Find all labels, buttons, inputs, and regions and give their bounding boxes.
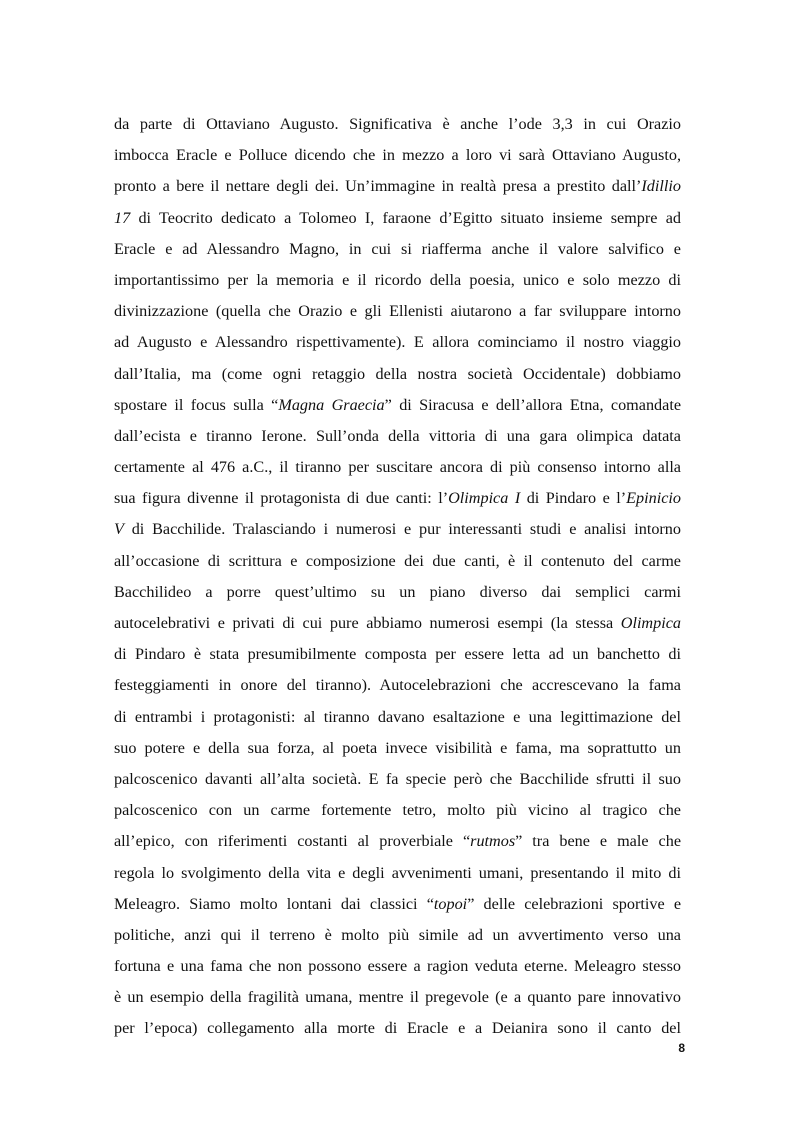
italic-run: 17 (114, 208, 131, 227)
text-run: festeggiamenti in onore del tiranno). Autocelebrazioni che accrescevano la fama (114, 676, 681, 695)
text-run: da parte di Ottaviano Augusto. Significativa è anche l’ode 3,3 in cui Orazio (114, 115, 681, 133)
italic-run: Olimpica (620, 614, 681, 632)
text-line (114, 702, 681, 733)
text-line (114, 764, 681, 795)
text-run: all’occasione di scrittura e composizione dei due canti, è il contenuto del carme (114, 551, 681, 570)
text-line (114, 733, 681, 764)
text-run: divinizzazione (quella che Orazio e gli Ellenisti aiutarono a far sviluppare intorno (114, 302, 681, 321)
text-run: importantissimo per la memoria e il ricordo della poesia, unico e solo mezzo di (114, 270, 681, 289)
italic-run: Magna Graecia (278, 395, 385, 414)
text-run: di entrambi i protagonisti: al tiranno davano esaltazione e una legittimazione del (114, 707, 681, 726)
text-line (114, 359, 681, 390)
text-run: Bacchilideo a porre quest’ultimo su un piano diverso dai semplici carmi (114, 582, 681, 601)
text-line (114, 546, 681, 577)
text-line (114, 639, 681, 670)
text-line (114, 390, 681, 421)
text-run: fortuna e una fama che non possono essere a ragion veduta eterne. Meleagro stesso (114, 957, 681, 976)
page-number: 8 (678, 1041, 685, 1055)
text-run: imbocca Eracle e Polluce dicendo che in mezzo a loro vi sarà Ottaviano Augusto, (114, 146, 681, 165)
text-line (114, 109, 681, 140)
text-run: sua figura divenne il protagonista di due canti: l’ (114, 489, 449, 508)
text-run: dall’ecista e tiranno Ierone. Sull’onda della vittoria di una gara olimpica datata (114, 426, 681, 445)
text-line (114, 171, 681, 202)
text-line (114, 1013, 681, 1044)
text-line (114, 421, 681, 452)
text-run: palcoscenico con un carme fortemente tetro, molto più vicino al tragico che (114, 801, 681, 820)
text-run: di Bacchilide. Tralasciando i numerosi e pur interessanti studi e analisi intorno (123, 520, 681, 539)
text-run: ” tra bene e male che (515, 832, 682, 851)
text-line (114, 826, 681, 857)
text-run: ” delle celebrazioni sportive e (467, 894, 681, 913)
text-line (114, 265, 681, 296)
text-line (114, 483, 681, 514)
text-line (114, 452, 681, 483)
text-line (114, 795, 681, 826)
text-run: suo potere e della sua forza, al poeta invece visibilità e fama, ma soprattutto un (114, 738, 681, 757)
text-run: Eracle e ad Alessandro Magno, in cui si riafferma anche il valore salvifico e (114, 239, 681, 258)
text-run: ad Augusto e Alessandro rispettivamente). E allora cominciamo il nostro viaggio (114, 333, 681, 352)
text-run: per l’epoca) collegamento alla morte di Eracle e a Deianira sono il canto del (114, 1019, 681, 1038)
text-run: certamente al 476 a.C., il tiranno per suscitare ancora di più consenso intorno alla (114, 458, 681, 477)
text-run: politiche, anzi qui il terreno è molto più simile ad un avvertimento verso una (114, 925, 681, 944)
text-run: regola lo svolgimento della vita e degli avvenimenti umani, presentando il mito di (114, 863, 681, 882)
text-run: di Pindaro è stata presumibilmente composta per essere letta ad un banchetto di (114, 645, 681, 664)
text-line (114, 920, 681, 951)
text-line (114, 203, 681, 234)
text-run: dall’Italia, ma (come ogni retaggio della nostra società Occidentale) dobbiamo (114, 364, 681, 383)
italic-run: Epinicio (626, 489, 681, 508)
italic-run: V (114, 520, 124, 539)
italic-run: Idillio (641, 177, 681, 196)
text-line (114, 858, 681, 889)
text-line (114, 296, 681, 327)
text-line (114, 889, 681, 920)
text-line (114, 234, 681, 265)
text-run: di Pindaro e l’ (520, 489, 627, 508)
text-run: spostare il focus sulla “ (114, 395, 279, 414)
italic-run: Olimpica I (448, 489, 521, 508)
text-run: di Teocrito dedicato a Tolomeo I, faraone d’Egitto situato insieme sempre ad (130, 208, 681, 227)
text-line (114, 670, 681, 701)
text-line (114, 951, 681, 982)
text-run: palcoscenico davanti all’alta società. E fa specie però che Bacchilide sfrutti il suo (114, 769, 681, 788)
italic-run: rutmos (470, 832, 516, 851)
text-line (114, 327, 681, 358)
text-line (114, 982, 681, 1013)
text-line (114, 608, 681, 639)
text-run: all’epico, con riferimenti costanti al proverbiale “ (114, 832, 471, 851)
text-line (114, 514, 681, 545)
text-run: Meleagro. Siamo molto lontani dai classici “ (114, 894, 434, 913)
text-line (114, 140, 681, 171)
text-run: ” di Siracusa e dell’allora Etna, comandate (384, 395, 682, 414)
body-text (114, 109, 681, 1045)
text-run: autocelebrativi e privati di cui pure abbiamo numerosi esempi (la stessa (114, 614, 621, 632)
text-line (114, 577, 681, 608)
text-run: pronto a bere il nettare degli dei. Un’immagine in realtà presa a prestito dall’ (114, 177, 642, 196)
italic-run: topoi (433, 894, 468, 913)
text-run: è un esempio della fragilità umana, mentre il pregevole (e a quanto pare innovativo (114, 988, 681, 1007)
